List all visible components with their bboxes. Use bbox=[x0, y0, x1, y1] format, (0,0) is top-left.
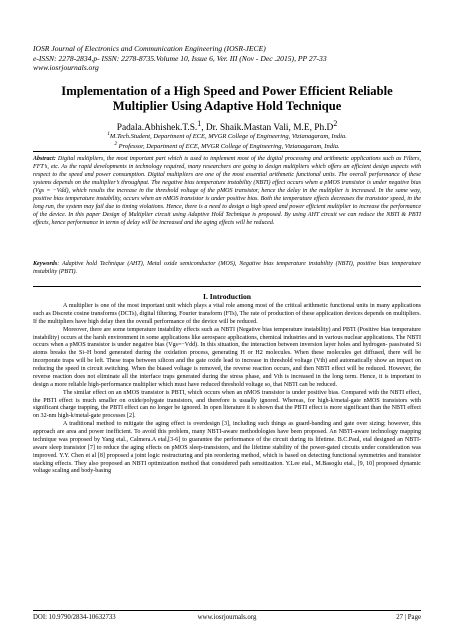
section-heading: I. Introduction bbox=[203, 292, 251, 301]
author-1-sup: 1 bbox=[197, 119, 202, 128]
journal-website: www.iosrjournals.org bbox=[33, 63, 99, 72]
body-paragraph: Moreover, there are some temperature instability effects such as NBTI (Negative bias temperature instability) and PBTI (Positive bias temperature instability) occurs at the harsh environment in some applications like aerospace applications, chemical industries and in various nuclear applications. The NBTI occurs when a pMOS transistor is under negative bias (Vgs=−Vdd). In this situation, the interaction between inversion layer holes and hydrogen- passivated Si atoms breaks the Si–H bond generated during the oxidation process, generating H or H2 molecules. When these molecules get diffused, there will be incorporate traps will be left. These traps between silicon and the gate oxide lead to increase in threshold voltage (Vth) and automatically show an impact on reducing the speed in circuit switching. When the biased voltage is removed, the reverse reaction occurs, and then NBTI effect will be reduced. However, the reverse reaction does not eliminate all the interface traps generated during the stress phase, and Vth is increased in the long term. Hence, it is important to design a more reliable high-performance multiplier which must have reduced threshold voltage so, that NBTI can be reduced. bbox=[33, 326, 421, 388]
footer-doi: DOI: 10.9790/2834-10632733 bbox=[33, 614, 116, 621]
journal-issn-line: e-ISSN: 2278-2834,p- ISSN: 2278-8735.Volume 10, Issue 6, Ver. III (Nov - Dec .2015), PP 27-33 bbox=[33, 53, 327, 63]
keywords-text: : Adaptive hold Technique (AHT), Metal oxide semiconductor (MOS), Negative bias temperature instability (NBTI), positive bias temperature instability (PBTI). bbox=[33, 261, 421, 276]
keywords bbox=[33, 260, 421, 276]
affiliation-2-text: Professor, Department of ECE, MVGR College of Engineering, Vizianagaram, India. bbox=[117, 143, 340, 151]
abstract-bottom-rule bbox=[33, 286, 421, 287]
journal-name: IOSR Journal of Electronics and Communication Engineering (IOSR-JECE) bbox=[33, 44, 266, 53]
journal-header bbox=[33, 44, 413, 73]
abstract-label: Abstract: bbox=[33, 156, 56, 162]
body-paragraph: A traditional method to mitigate the aging effect is overdesign [3], including such things as guard-banding and gate over sizing; however, this approach are area and power inefficient. To avoid this problem, many NBTI-aware methodologies have been proposed. An NBTI-aware technology mapping technique was proposed by Yang etal., Calmera.A etal,[3-6] to guarantee the performance of the circuit during its lifetime. B.C.Paul, etal designed an NBTI-aware sleep transistor [7] to reduce the aging effects on pMOS sleep-transistors, and the lifetime stability of the power-gated circuits under consideration was improved. Y.Y. Chen et al [8] proposed a joint logic restructuring and pin reordering method, which is based on detecting functional symmetries and transistor stacking effects. They also proposed an NBTI optimization method that considered path sensitization. Y.Lee etal., M.Basoglu etal., [9, 10] proposed dynamic voltage scaling and body-basing bbox=[33, 421, 421, 475]
abstract bbox=[33, 155, 421, 227]
footer-page-number: 27 | Page bbox=[396, 614, 421, 621]
affiliation-2 bbox=[34, 140, 420, 151]
keywords-label: Keywords bbox=[33, 261, 58, 267]
body-paragraph: The similar effect on an nMOS transistor is PBTI, which occurs when an nMOS transistor is under positive bias. Compared with the NBTI effect, the PBTI effect is much smaller on oxide/polygate transistors, and therefore is usually ignored. Whereas, for high-k/metal-gate nMOS transistors with significant charge trapping, the PBTI effect can no longer be ignored. In open literature it is shown that the PBTI effect is more significant than the NBTI effect on 32-nm high-k/metal-gate processes [2]. bbox=[33, 389, 421, 420]
footer-website: www.iosrjournals.org bbox=[197, 614, 257, 621]
section-body bbox=[33, 303, 421, 476]
footer-rule bbox=[33, 610, 421, 611]
author-2: , Dr. Shaik.Mastan Vali, M.E, Ph.D bbox=[201, 123, 334, 134]
affiliation-1-text: M.Tech.Student, Department of ECE, MVGR College of Engineering, Vizianagaram, India. bbox=[109, 133, 347, 141]
abstract-top-rule bbox=[33, 151, 421, 152]
body-paragraph: A multiplier is one of the most important unit which plays a vital role among most of the critical arithmetic functional units in many applications such as Discrete cosine transforms (DCTs), digital filtering, Fourier transform (FTs), The rate of production of these application devices depends on multipliers. If the multipliers have high delay then the overall performance of the device will be reduced. bbox=[33, 303, 421, 325]
affiliation-1-sup: 1 bbox=[107, 131, 110, 137]
abstract-text: Digital multipliers, the most important part which is used to implement most of the digital processing and arithmetic applications such as Filters, FFT’s, etc. As the rapid developments in technology required, many researchers are going to design multipliers which offers an efficient design aspects with respect to the speed and power consumption. Digital multipliers are one of the most essential arithmetic functional units. The overall performance of these systems depends on the multiplier’s throughput. The negative bias temperature instability (NBTI) effect occurs when a pMOS transistor is under negative bias (Vgs = −Vdd), which results the increase in the threshold voltage of the pMOS transistor, hence the delay in the multiplier is increased. In the same way, positive bias temperature instability, occurs when an nMOS transistor is under positive bias. Both the temperature effects decreases the transistor speed, in the long run, the system may fail due to timing violations. Hence, there is a need to design a high speed and power efficient multiplier to increase the performance of the device. In this paper Design of Multiplier circuit using Adaptive Hold Technique is proposed. By using AHT circuit we can reduce the NBTI & PBTI effects, hence performance in terms of delay will be increased and the aging effects will be reduced. bbox=[33, 156, 421, 227]
author-1: Padala.Abhishek.T.S. bbox=[116, 123, 198, 134]
author-2-sup: 2 bbox=[333, 119, 338, 128]
affiliation-2-sup: 2 bbox=[114, 141, 118, 147]
paper-title: Implementation of a High Speed and Power Efficient Reliable Multiplier Using Adaptive Hold Technique bbox=[61, 84, 393, 113]
